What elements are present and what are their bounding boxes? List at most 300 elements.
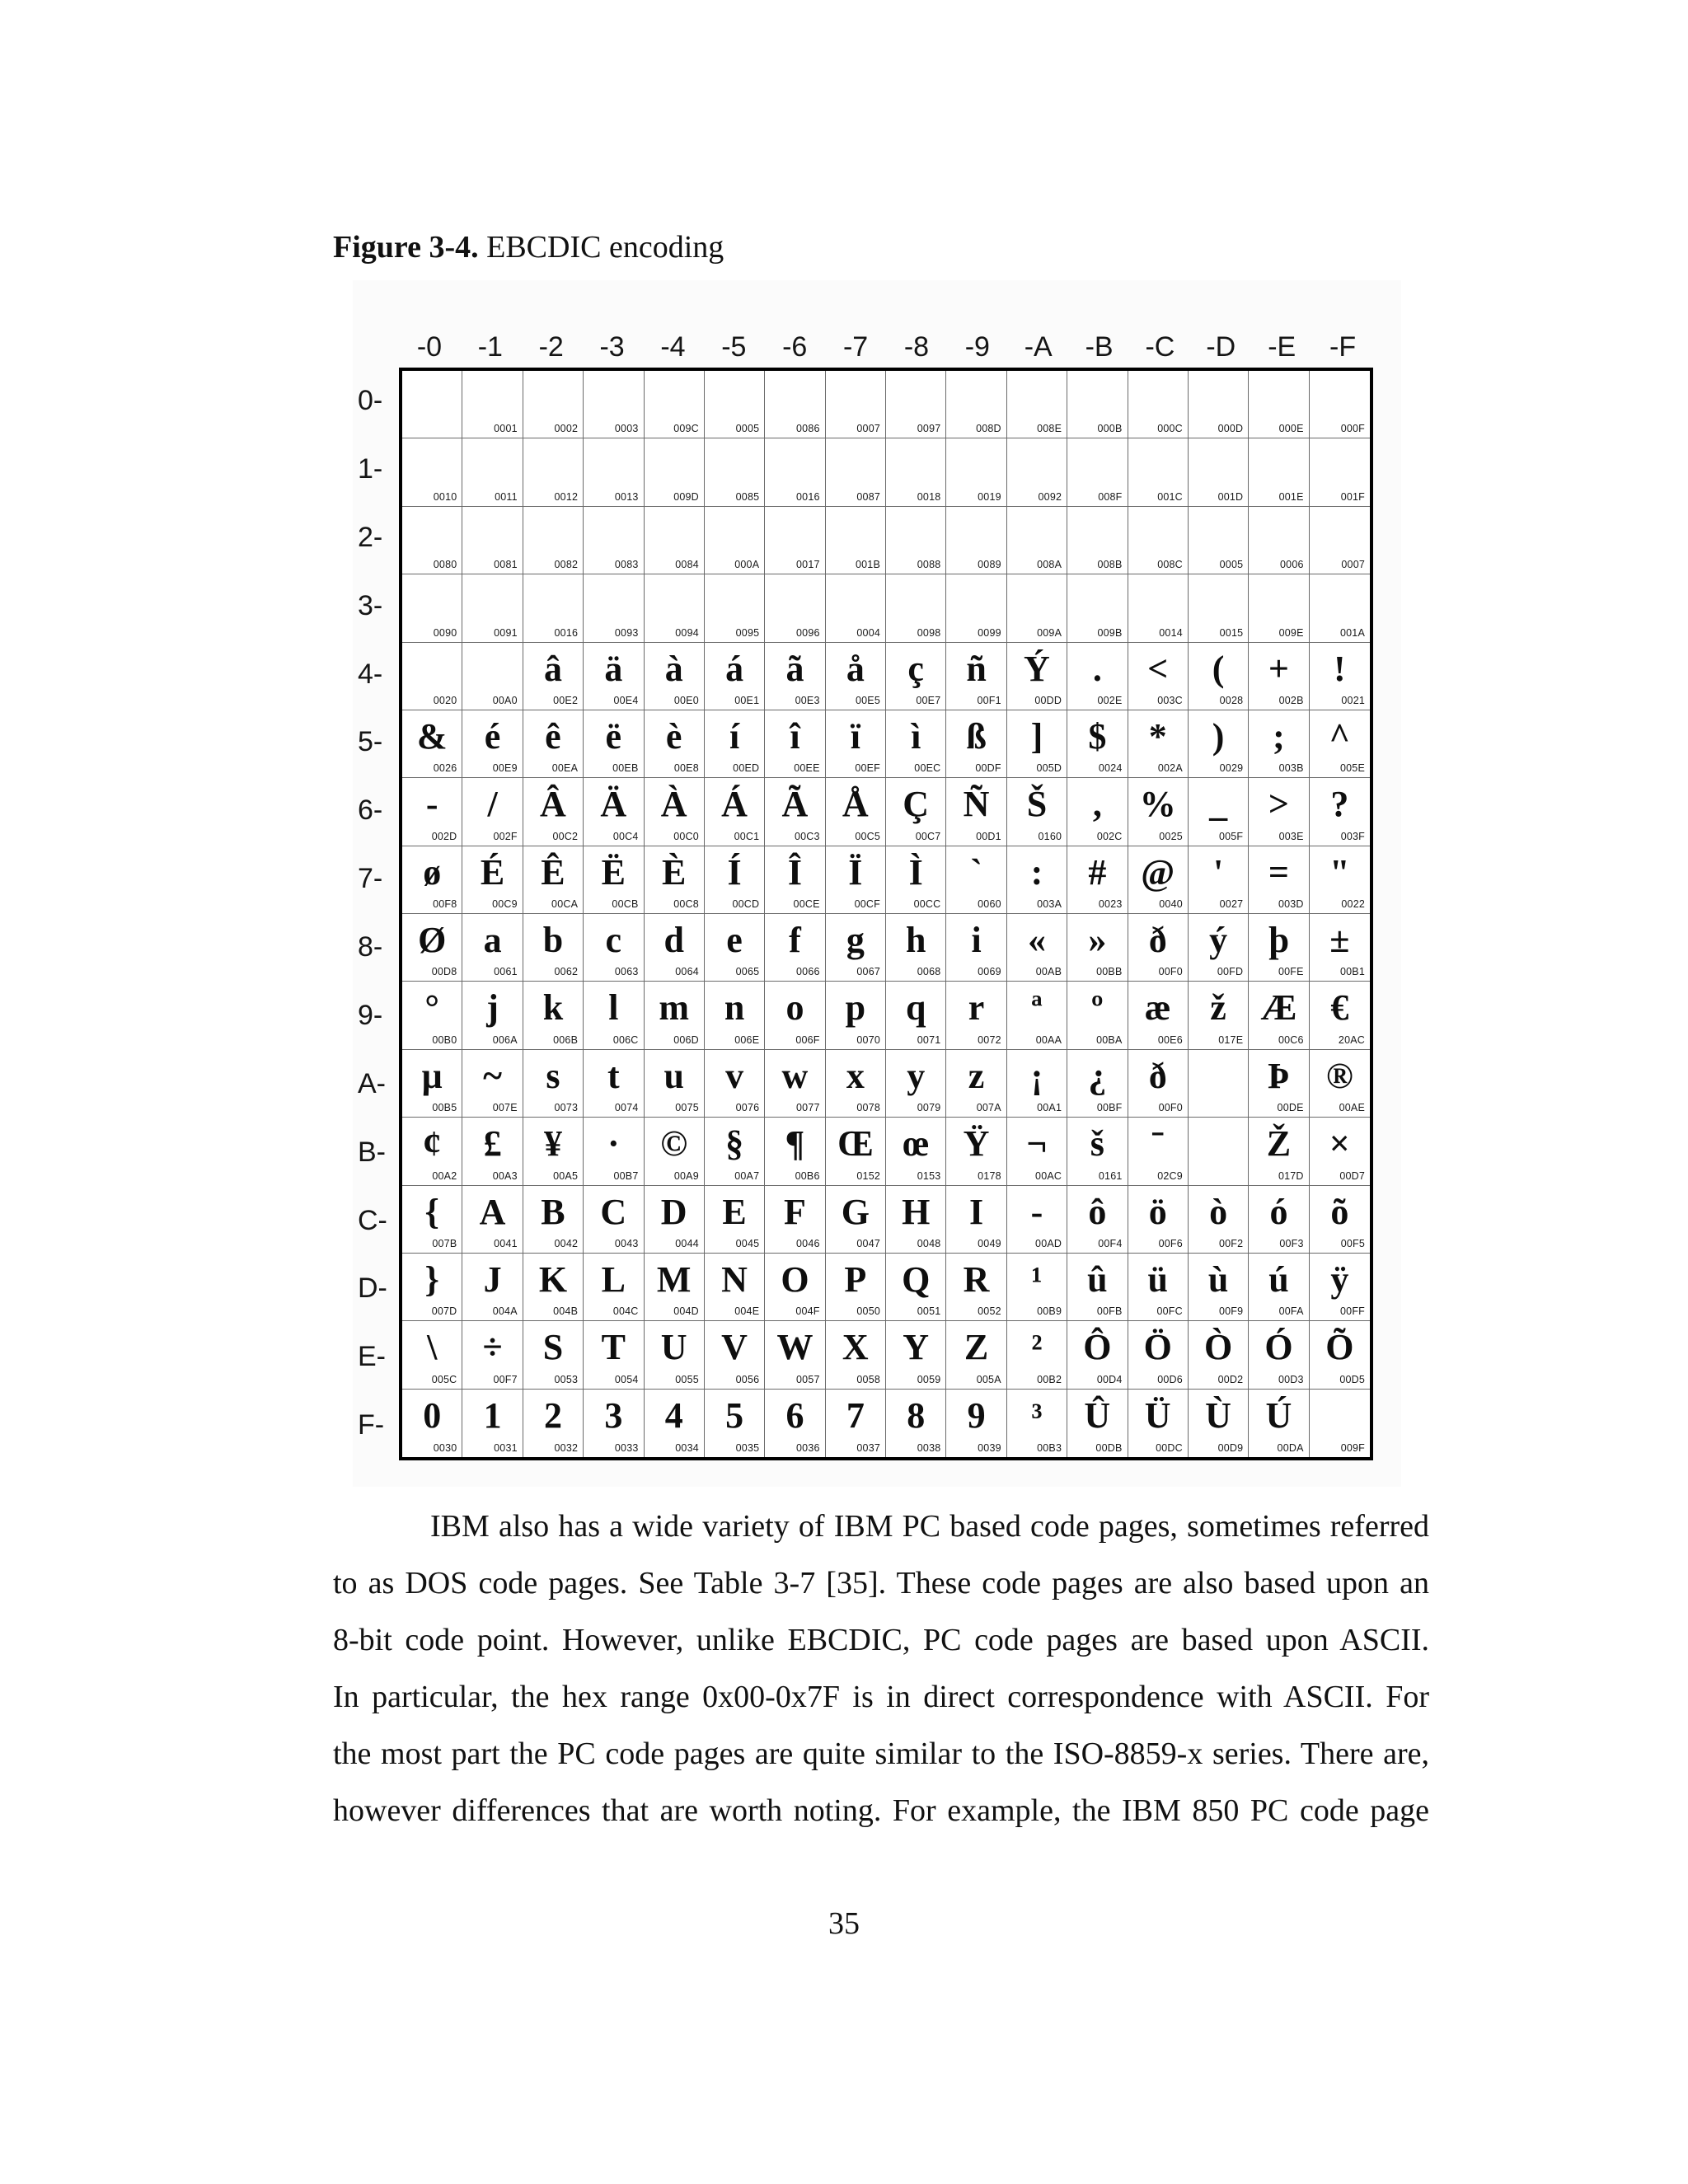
cell-glyph: :: [1030, 851, 1043, 893]
code-cell: [705, 1050, 765, 1118]
code-cell: [946, 1321, 1006, 1389]
code-cell: [705, 846, 765, 914]
cell-unicode-code: 00E3: [795, 694, 820, 706]
code-cell: [1189, 574, 1249, 642]
code-cell: [1067, 371, 1128, 438]
row-header: E-: [358, 1341, 386, 1373]
code-cell: [705, 914, 765, 982]
cell-unicode-code: 0004: [856, 626, 880, 639]
cell-glyph: ì: [911, 715, 921, 757]
cell-unicode-code: 0054: [614, 1373, 639, 1385]
cell-unicode-code: 00C8: [673, 898, 699, 910]
cell-glyph: c: [605, 920, 622, 960]
code-cell: [765, 507, 825, 574]
code-cell: [523, 1050, 584, 1118]
code-cell: [1249, 643, 1309, 710]
cell-unicode-code: 00AC: [1035, 1169, 1062, 1182]
cell-glyph: }: [424, 1258, 439, 1300]
cell-glyph: Q: [902, 1258, 931, 1300]
body-line: however differences that are worth noting. For example, the IBM 850 PC code page: [333, 1793, 1429, 1828]
cell-glyph: S: [542, 1327, 564, 1368]
cell-unicode-code: 0045: [735, 1237, 760, 1249]
code-cell: [946, 1186, 1006, 1254]
code-cell: [765, 914, 825, 982]
page-number: 35: [828, 1906, 860, 1941]
code-cell: [462, 778, 523, 846]
cell-glyph: Î: [787, 851, 802, 893]
cell-unicode-code: 0078: [856, 1102, 880, 1114]
cell-unicode-code: 00F2: [1218, 1237, 1244, 1249]
code-cell: [1067, 1186, 1128, 1254]
cell-glyph: °: [424, 987, 439, 1029]
cell-unicode-code: 0040: [1159, 898, 1183, 910]
cell-unicode-code: 0087: [856, 490, 880, 503]
code-cell: [584, 710, 644, 778]
code-cell: [826, 914, 886, 982]
cell-glyph: ³: [1031, 1394, 1043, 1436]
code-cell: [1067, 1118, 1128, 1185]
code-cell: [402, 1118, 462, 1185]
cell-unicode-code: 20AC: [1338, 1033, 1365, 1046]
cell-glyph: F: [783, 1191, 806, 1232]
code-cell: [1189, 438, 1249, 506]
code-cell: [765, 574, 825, 642]
code-cell: [402, 1321, 462, 1389]
body-line: the most part the PC code pages are quite similar to the ISO-8859-x series. There are,: [333, 1736, 1429, 1771]
cell-unicode-code: 0065: [735, 966, 760, 978]
cell-glyph: K: [538, 1258, 568, 1300]
cell-glyph: Ä: [600, 784, 627, 825]
cell-unicode-code: 00EC: [914, 762, 941, 775]
cell-glyph: n: [724, 987, 745, 1029]
cell-glyph: V: [721, 1327, 748, 1368]
code-cell: [826, 1254, 886, 1321]
cell-glyph: Ñ: [963, 784, 990, 825]
cell-unicode-code: 0016: [554, 626, 579, 639]
cell-unicode-code: 008F: [1098, 490, 1123, 503]
cell-unicode-code: 009E: [1278, 626, 1304, 639]
code-cell: [946, 982, 1006, 1049]
cell-unicode-code: 0024: [1098, 762, 1123, 775]
cell-unicode-code: 00BF: [1096, 1102, 1123, 1114]
cell-unicode-code: 0059: [917, 1373, 941, 1385]
cell-unicode-code: 001B: [856, 559, 880, 571]
cell-glyph: ú: [1268, 1258, 1289, 1300]
cell-glyph: T: [601, 1327, 626, 1368]
code-cell: [584, 643, 644, 710]
cell-glyph: À: [660, 784, 687, 825]
cell-unicode-code: 00B0: [432, 1033, 457, 1046]
cell-glyph: 9: [967, 1394, 986, 1436]
cell-unicode-code: 00BA: [1096, 1033, 1123, 1046]
code-cell: [1128, 982, 1189, 1049]
code-cell: [1128, 643, 1189, 710]
cell-glyph: L: [601, 1258, 626, 1300]
cell-unicode-code: 0034: [675, 1442, 699, 1454]
code-cell: [645, 1186, 705, 1254]
cell-unicode-code: 008C: [1157, 559, 1183, 571]
cell-unicode-code: 00D1: [976, 830, 1001, 842]
cell-glyph: U: [660, 1327, 687, 1368]
cell-unicode-code: 0070: [856, 1033, 880, 1046]
code-cell: [1128, 438, 1189, 506]
cell-unicode-code: 00F3: [1279, 1237, 1304, 1249]
cell-unicode-code: 00F9: [1218, 1305, 1244, 1318]
row-header: 9-: [358, 999, 383, 1031]
code-cell: [765, 1186, 825, 1254]
code-cell: [584, 1118, 644, 1185]
code-cell: [765, 982, 825, 1049]
cell-unicode-code: 00AE: [1339, 1102, 1365, 1114]
cell-unicode-code: 005F: [1218, 830, 1244, 842]
cell-glyph: 1: [483, 1394, 502, 1436]
cell-unicode-code: 001F: [1340, 490, 1365, 503]
cell-unicode-code: 00CB: [612, 898, 639, 910]
cell-glyph: p: [845, 987, 866, 1029]
cell-unicode-code: 00C6: [1278, 1033, 1304, 1046]
code-cell: [523, 982, 584, 1049]
code-cell: [462, 371, 523, 438]
cell-glyph: =: [1268, 851, 1289, 893]
body-line: to as DOS code pages. See Table 3-7 [35]. These code pages are also based upon an: [333, 1566, 1429, 1601]
figure-title: EBCDIC encoding: [486, 230, 724, 265]
cell-unicode-code: 00E4: [613, 694, 639, 706]
code-cell: [523, 778, 584, 846]
cell-glyph: £: [483, 1123, 502, 1165]
cell-unicode-code: 002C: [1096, 830, 1123, 842]
cell-unicode-code: 0017: [796, 559, 820, 571]
cell-glyph: y: [907, 1055, 926, 1096]
cell-glyph: ;: [1273, 715, 1285, 757]
cell-glyph: Z: [964, 1327, 989, 1368]
cell-unicode-code: 0060: [978, 898, 1001, 910]
cell-unicode-code: 002F: [493, 830, 518, 842]
code-cell: [1007, 371, 1067, 438]
cell-glyph: Ø: [418, 920, 447, 960]
cell-unicode-code: 006D: [673, 1033, 699, 1046]
cell-unicode-code: 002B: [1278, 694, 1304, 706]
cell-glyph: â: [543, 648, 562, 689]
cell-unicode-code: 00A2: [432, 1169, 457, 1182]
cell-unicode-code: 00D3: [1278, 1373, 1304, 1385]
cell-glyph: >: [1268, 784, 1289, 825]
cell-unicode-code: 0084: [675, 559, 699, 571]
cell-glyph: r: [968, 987, 985, 1029]
row-header: C-: [358, 1204, 387, 1236]
code-cell: [1007, 1186, 1067, 1254]
cell-glyph: Œ: [837, 1123, 874, 1165]
cell-unicode-code: 003A: [1037, 898, 1062, 910]
cell-glyph: h: [905, 920, 926, 960]
code-cell: [523, 914, 584, 982]
cell-glyph: 7: [846, 1394, 865, 1436]
cell-unicode-code: 00BB: [1096, 966, 1123, 978]
cell-unicode-code: 00C5: [855, 830, 880, 842]
cell-unicode-code: 00C7: [915, 830, 941, 842]
cell-unicode-code: 009D: [673, 490, 699, 503]
cell-unicode-code: 0082: [554, 559, 579, 571]
cell-glyph: ô: [1088, 1191, 1107, 1232]
cell-glyph: í: [729, 715, 740, 757]
cell-unicode-code: 0016: [796, 490, 820, 503]
cell-unicode-code: 00D4: [1096, 1373, 1123, 1385]
cell-unicode-code: 004E: [734, 1305, 760, 1318]
cell-unicode-code: 0088: [917, 559, 941, 571]
cell-glyph: %: [1139, 784, 1176, 825]
column-header: -0: [416, 331, 443, 363]
code-cell: [826, 438, 886, 506]
code-cell: [946, 1390, 1006, 1457]
cell-glyph: ]: [1030, 715, 1043, 757]
cell-glyph: ²: [1031, 1327, 1043, 1368]
cell-glyph: O: [781, 1258, 809, 1300]
cell-unicode-code: 0018: [917, 490, 941, 503]
code-cell: [705, 1254, 765, 1321]
code-cell: [1007, 507, 1067, 574]
cell-unicode-code: 00CD: [732, 898, 760, 910]
cell-unicode-code: 003B: [1278, 762, 1304, 775]
cell-glyph: Ã: [781, 784, 809, 825]
cell-unicode-code: 0027: [1219, 898, 1244, 910]
cell-glyph: Ï: [848, 851, 863, 893]
code-cell: [402, 438, 462, 506]
code-cell: [584, 507, 644, 574]
cell-unicode-code: 00E0: [673, 694, 699, 706]
cell-glyph: ö: [1148, 1191, 1167, 1232]
code-cell: [826, 507, 886, 574]
code-cell: [946, 438, 1006, 506]
cell-unicode-code: 0056: [735, 1373, 760, 1385]
code-cell: [826, 710, 886, 778]
cell-unicode-code: 00C2: [552, 830, 579, 842]
cell-glyph: J: [483, 1258, 502, 1300]
cell-unicode-code: 00B9: [1037, 1305, 1062, 1318]
code-cell: [462, 1186, 523, 1254]
cell-glyph: ·: [607, 1123, 620, 1165]
code-cell: [402, 710, 462, 778]
cell-unicode-code: 00EE: [794, 762, 820, 775]
cell-unicode-code: 0015: [1219, 626, 1244, 639]
code-cell: [826, 846, 886, 914]
cell-glyph: ©: [660, 1123, 688, 1165]
code-cell: [645, 643, 705, 710]
cell-glyph: t: [607, 1055, 620, 1096]
cell-unicode-code: 005A: [976, 1373, 1001, 1385]
cell-glyph: g: [846, 920, 865, 960]
code-cell: [462, 1254, 523, 1321]
cell-unicode-code: 0098: [917, 626, 941, 639]
cell-glyph: I: [969, 1191, 984, 1232]
cell-unicode-code: 0036: [796, 1442, 820, 1454]
cell-unicode-code: 000D: [1217, 423, 1244, 435]
cell-unicode-code: 00B5: [432, 1102, 457, 1114]
code-cell: [1189, 1050, 1249, 1118]
cell-unicode-code: 0033: [614, 1442, 639, 1454]
cell-unicode-code: 0067: [856, 966, 880, 978]
code-cell: [1310, 1118, 1370, 1185]
code-cell: [584, 438, 644, 506]
cell-glyph: ð: [1148, 1055, 1167, 1096]
cell-unicode-code: 0049: [978, 1237, 1001, 1249]
cell-glyph: Ý: [1024, 648, 1050, 689]
code-cell: [1249, 982, 1309, 1049]
code-cell: [1067, 914, 1128, 982]
cell-unicode-code: 0081: [494, 559, 518, 571]
code-cell: [402, 1390, 462, 1457]
code-cell: [462, 574, 523, 642]
code-cell: [765, 1118, 825, 1185]
cell-unicode-code: 004F: [795, 1305, 820, 1318]
cell-unicode-code: 0023: [1098, 898, 1123, 910]
cell-unicode-code: 0047: [856, 1237, 880, 1249]
cell-unicode-code: 0010: [433, 490, 457, 503]
cell-unicode-code: 009A: [1037, 626, 1062, 639]
cell-glyph: Ó: [1264, 1327, 1293, 1368]
cell-unicode-code: 00FB: [1096, 1305, 1123, 1318]
code-cell: [1189, 1186, 1249, 1254]
code-cell: [1189, 507, 1249, 574]
code-cell: [946, 371, 1006, 438]
cell-glyph: k: [542, 987, 564, 1029]
code-cell: [1310, 982, 1370, 1049]
cell-glyph: ù: [1207, 1258, 1229, 1300]
figure-label: Figure 3-4.: [333, 230, 479, 265]
code-cell: [645, 778, 705, 846]
cell-glyph: j: [486, 987, 499, 1029]
code-cell: [1007, 1254, 1067, 1321]
cell-unicode-code: 006F: [795, 1033, 820, 1046]
cell-unicode-code: 0046: [796, 1237, 820, 1249]
column-header: -8: [903, 331, 930, 363]
code-cell: [886, 1118, 946, 1185]
cell-glyph: ?: [1330, 784, 1349, 825]
code-cell: [1128, 1118, 1189, 1185]
code-cell: [402, 574, 462, 642]
cell-glyph: œ: [903, 1123, 930, 1165]
code-cell: [946, 507, 1006, 574]
cell-glyph: u: [663, 1055, 684, 1096]
cell-glyph: .: [1092, 648, 1102, 689]
code-cell: [1310, 643, 1370, 710]
cell-unicode-code: 00E5: [856, 694, 880, 706]
code-cell: [402, 371, 462, 438]
cell-unicode-code: 0048: [917, 1237, 941, 1249]
cell-glyph: G: [841, 1191, 870, 1232]
cell-unicode-code: 001C: [1157, 490, 1183, 503]
cell-unicode-code: 02C9: [1157, 1169, 1183, 1182]
code-cell: [946, 1118, 1006, 1185]
cell-glyph: ø: [423, 851, 442, 893]
cell-glyph: É: [480, 851, 505, 893]
column-header: -3: [599, 331, 625, 363]
cell-glyph: «: [1027, 920, 1046, 960]
cell-unicode-code: 000E: [1278, 423, 1304, 435]
row-header: D-: [358, 1272, 387, 1305]
code-cell: [886, 438, 946, 506]
cell-unicode-code: 0026: [433, 762, 457, 775]
code-cell: [886, 710, 946, 778]
code-cell: [1128, 1254, 1189, 1321]
cell-unicode-code: 001E: [1278, 490, 1304, 503]
cell-glyph: é: [484, 715, 501, 757]
code-cell: [886, 507, 946, 574]
cell-glyph: €: [1330, 987, 1349, 1029]
code-cell: [1007, 643, 1067, 710]
cell-unicode-code: 00D9: [1217, 1442, 1244, 1454]
code-cell: [886, 643, 946, 710]
cell-glyph: Ò: [1203, 1327, 1233, 1368]
cell-glyph: þ: [1268, 920, 1289, 960]
code-cell: [1249, 507, 1309, 574]
cell-glyph: š: [1090, 1123, 1104, 1165]
cell-glyph: ç: [907, 648, 924, 689]
cell-glyph: è: [665, 715, 682, 757]
code-cell: [1128, 371, 1189, 438]
code-cell: [886, 1390, 946, 1457]
code-cell: [1128, 778, 1189, 846]
code-cell: [523, 1390, 584, 1457]
cell-glyph: 2: [543, 1394, 562, 1436]
code-cell: [584, 371, 644, 438]
cell-unicode-code: 00DA: [1277, 1442, 1304, 1454]
cell-unicode-code: 00A0: [492, 694, 518, 706]
ebcdic-code-grid: [399, 368, 1373, 1460]
code-cell: [1310, 574, 1370, 642]
cell-glyph: v: [725, 1055, 744, 1096]
code-cell: [1007, 710, 1067, 778]
code-cell: [462, 710, 523, 778]
cell-glyph: a: [483, 920, 502, 960]
code-cell: [462, 846, 523, 914]
cell-unicode-code: 0095: [735, 626, 760, 639]
cell-unicode-code: 00C9: [492, 898, 518, 910]
cell-unicode-code: 006C: [612, 1033, 639, 1046]
cell-unicode-code: 00FE: [1278, 966, 1304, 978]
cell-glyph: ¢: [423, 1123, 442, 1165]
cell-unicode-code: 00B1: [1340, 966, 1365, 978]
cell-glyph: P: [844, 1258, 867, 1300]
cell-unicode-code: 0073: [554, 1102, 579, 1114]
code-cell: [1128, 1321, 1189, 1389]
code-cell: [1007, 1050, 1067, 1118]
cell-glyph: E: [722, 1191, 747, 1232]
cell-glyph: 3: [604, 1394, 623, 1436]
code-cell: [645, 914, 705, 982]
cell-unicode-code: 004B: [553, 1305, 579, 1318]
cell-glyph: Õ: [1325, 1327, 1354, 1368]
cell-unicode-code: 00CA: [551, 898, 579, 910]
cell-glyph: -: [425, 784, 438, 825]
code-cell: [523, 1321, 584, 1389]
cell-unicode-code: 00E8: [673, 762, 699, 775]
code-cell: [462, 1050, 523, 1118]
code-cell: [886, 574, 946, 642]
row-header: 1-: [358, 452, 383, 485]
column-header: -B: [1085, 331, 1114, 363]
cell-unicode-code: 00F7: [493, 1373, 518, 1385]
cell-glyph: Ü: [1144, 1394, 1171, 1436]
cell-unicode-code: 0028: [1219, 694, 1244, 706]
cell-unicode-code: 0075: [675, 1102, 699, 1114]
cell-unicode-code: 0077: [796, 1102, 820, 1114]
code-cell: [462, 438, 523, 506]
code-cell: [1310, 914, 1370, 982]
cell-glyph: Š: [1026, 784, 1048, 825]
body-line: In particular, the hex range 0x00-0x7F is in direct correspondence with ASCII. For: [333, 1680, 1429, 1714]
cell-glyph: ë: [605, 715, 622, 757]
code-cell: [1007, 846, 1067, 914]
code-cell: [462, 914, 523, 982]
